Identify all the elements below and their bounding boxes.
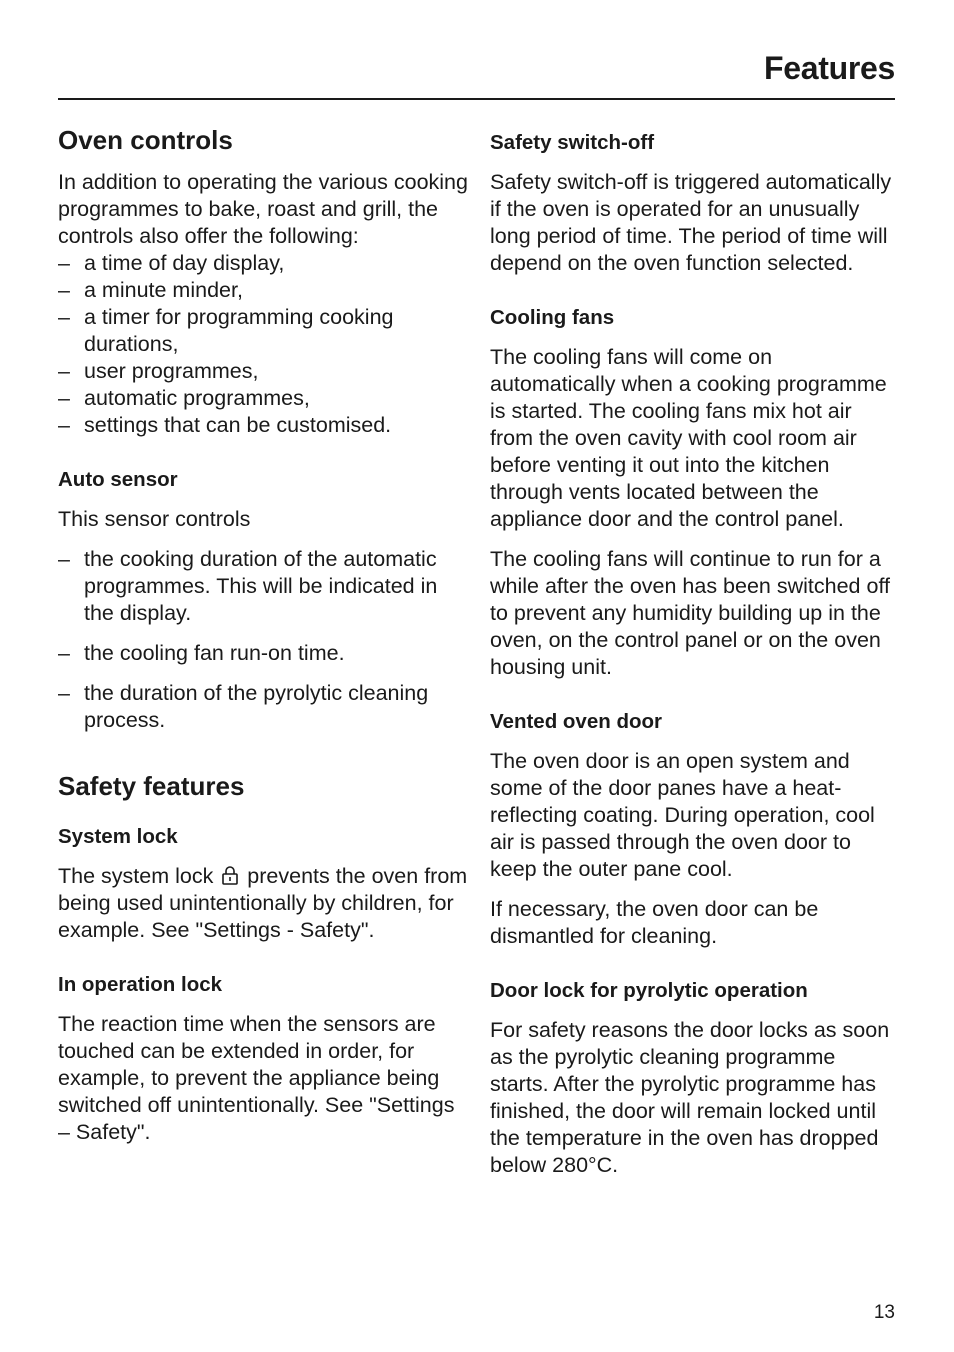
cooling-fans-paragraph: The cooling fans will continue to run for a while after the oven has been switched off to prevent any humidity building up in the oven, on the control panel or on the oven housing unit. (490, 547, 890, 679)
list-item: – a time of day display, (58, 250, 468, 277)
list-item: – automatic programmes, (58, 385, 468, 412)
in-operation-lock-text: The reaction time when the sensors are touched can be extended in order, for example, to prevent the appliance being switched off unintentionally. See "Settings – Safety". (58, 1012, 455, 1144)
header-divider (58, 98, 895, 100)
safety-switch-off-text: Safety switch-off is triggered automatically if the oven is operated for an unusually long period of time. The period of time will depend on the oven function selected. (490, 170, 892, 275)
page-title: Features (764, 50, 895, 86)
door-lock-text: For safety reasons the door locks as soon as the pyrolytic cleaning programme starts. After the pyrolytic programme has finished, the door will remain locked until the temperature in the oven has dropped below 280°C. (490, 1018, 890, 1177)
page-number: 13 (873, 1302, 895, 1323)
subheading-cooling-fans: Cooling fans (490, 306, 615, 329)
lock-icon (221, 865, 239, 885)
oven-controls-list (58, 250, 468, 439)
left-column (58, 120, 468, 1146)
auto-sensor-list (58, 546, 468, 734)
list-item: – the duration of the pyrolytic cleaning process. (58, 680, 468, 734)
section-heading-oven-controls: Oven controls (58, 125, 233, 155)
list-item: – a minute minder, (58, 277, 468, 304)
list-item: – user programmes, (58, 358, 468, 385)
system-lock-text (58, 863, 468, 944)
auto-sensor-intro: This sensor controls (58, 507, 251, 531)
subheading-auto-sensor: Auto sensor (58, 468, 178, 491)
list-item: – the cooking duration of the automatic programmes. This will be indicated in the display. (58, 546, 468, 627)
vented-oven-door-paragraph: The oven door is an open system and some of the door panes have a heat-reflecting coating. During operation, cool air is passed through the oven door to keep the outer pane cool. (490, 749, 875, 881)
list-item: – a timer for programming cooking durations, (58, 304, 468, 358)
list-item: – the cooling fan run-on time. (58, 640, 468, 667)
right-column (490, 120, 895, 1179)
system-lock-text-start: The system lock (58, 864, 214, 888)
oven-controls-intro: In addition to operating the various cooking programmes to bake, roast and grill, the controls also offer the following: (58, 170, 468, 248)
subheading-system-lock: System lock (58, 825, 178, 848)
section-heading-safety-features: Safety features (58, 771, 245, 801)
subheading-door-lock: Door lock for pyrolytic operation (490, 979, 808, 1002)
subheading-safety-switch-off: Safety switch-off (490, 131, 655, 154)
list-item: – settings that can be customised. (58, 412, 468, 439)
cooling-fans-paragraph: The cooling fans will come on automatically when a cooking programme is started. The cooling fans mix hot air from the oven cavity with cool room air before venting it out into the kitchen through vents located between the appliance door and the control panel. (490, 345, 887, 531)
subheading-in-operation-lock: In operation lock (58, 973, 223, 996)
vented-oven-door-paragraph: If necessary, the oven door can be dismantled for cleaning. (490, 897, 819, 948)
subheading-vented-oven-door: Vented oven door (490, 710, 662, 733)
system-lock-text-end: prevents the oven from being used unintentionally by children, for example. See "Settings - Safety". (58, 864, 468, 942)
